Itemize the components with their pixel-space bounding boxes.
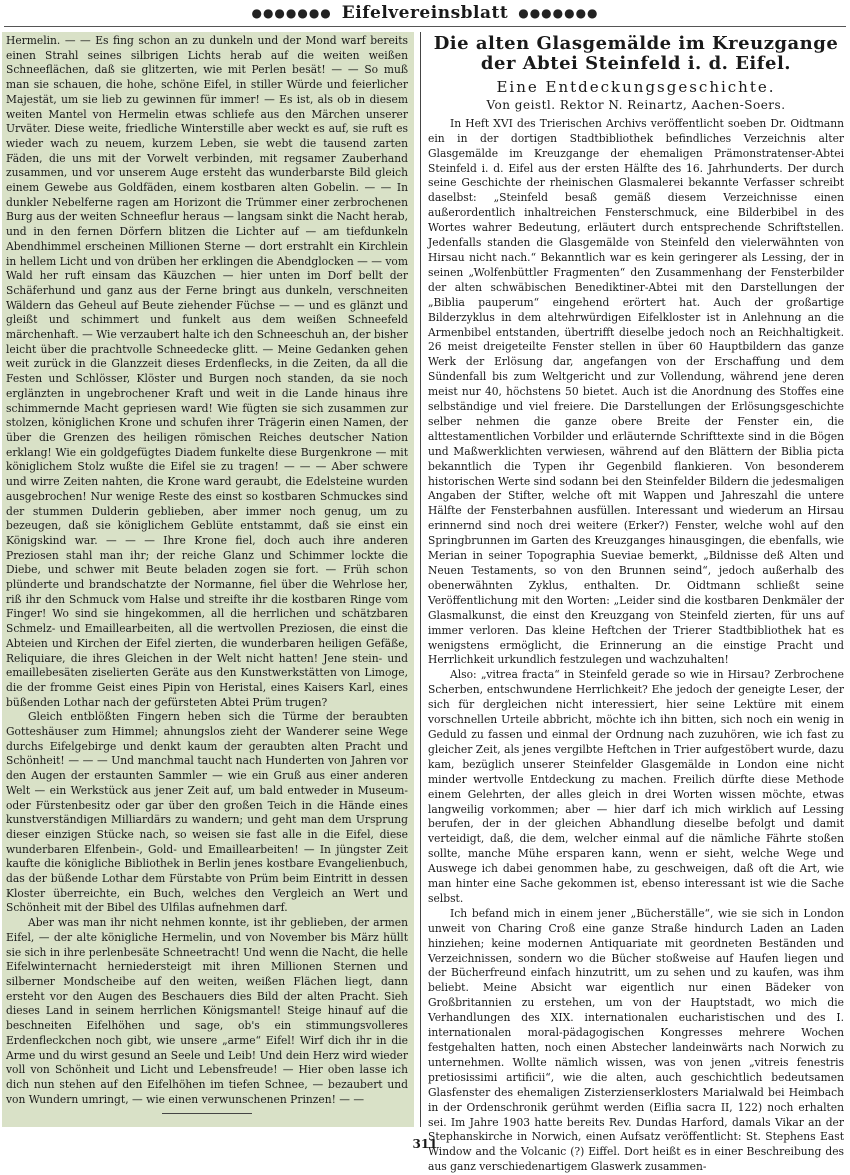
masthead-bar [0, 0, 850, 26]
article-title: Die alten Glasgemälde im Kreuzgange der Abtei Steinfeld i. d. Eifel. [433, 33, 839, 74]
left-column [2, 32, 414, 1127]
column-divider [420, 32, 421, 1127]
page-number: 311 [412, 1137, 438, 1151]
article-subtitle: Eine Entdeckungsgeschichte. [496, 78, 776, 96]
left-paragraph-3: Aber was man ihr nicht nehmen konnte, ist ihr geblieben, der armen Eifel, — der alte königliche Hermelin, und von November bis März hüllt sie sich in ihre perlenbesäte Schneetracht! Und wenn die Nacht, die helle Eifelwinternacht herniedersteigt mit ihren Millionen Sternen und silberner Mondscheibe auf den weiten, weißen Flächen liegt, dann ersteht vor den Augen des Beschauers dies Bild der alten Pracht. Sieh dieses Land in seinem herrlichen Königsmantel! Steige hinauf auf die beschneiten Eifelhöhen und sage, ob's ein stimmungsvolleres Erdenfleckchen noch gibt, wie unsere „arme“ Eifel! Wirf dich ihr in die Arme und du wirst gesund an Seele und Leib! Und dein Herz wird wieder voll von Schönheit und Licht und Lebensfreude! — Hier oben lasse ich dich nun stehen auf den Eifelhöhen im tiefen Schnee, — bezaubert und von Wundern umringt, — wie einen verwunschenen Prinzen! — — [6, 916, 408, 1106]
ornament-left: ●●●●●●● [251, 6, 332, 20]
right-paragraph-1: In Heft XVI des Trierischen Archivs veröffentlicht soeben Dr. Oidtmann ein in der dortigen Stadtbibliothek befindliches Verzeichnis alter Glasgemälde im Kreuzgange der ehemaligen Prämonstratenser-Abtei Steinfeld i. d. Eifel aus der ersten Hälfte des 16. Jahrhunderts. Der durch seine Geschichte der rheinischen Glasmalerei bekannte Verfasser schreibt daselbst: „Steinfeld besaß gemäß diesem Verzeichnisse einen außerordentlich inhaltreichen Fensterschmuck, eine Bilderbibel in des Wortes wahrer Bedeutung, erläutert durch entsprechende Schriftstellen. Jedenfalls standen die Glasgemälde von Steinfeld den vielerwähnten von Hirsau nicht nach.“ Bekanntlich war es kein geringerer als Lessing, der in seinen „Wolfenbüttler Fragmenten“ den Zusammenhang der Fensterbilder der alten schwäbischen Benediktiner-Abtei mit den Darstellungen der „Biblia pauperum“ eingehend erörtert hat. Auch der großartige Bilderzyklus in dem altehrwürdigen Eifelkloster ist in Anlehnung an die Armenbibel entstanden, übertrifft dieselbe jedoch noch an Reichhaltigkeit. 26 meist dreigeteilte Fenster stellen in über 60 Hauptbildern das ganze Werk der Erlösung dar, angefangen von der Erschaffung und dem Sündenfall bis zum Weltgericht und zur Vollendung, während jene deren meist nur 40, höchstens 50 bietet. Auch ist die Anordnung des Stoffes eine selbständige und viel freiere. Die Darstellungen der Erlösungsgeschichte selber nehmen die ganze obere Breite der Fenster ein, die alttestamentlichen Vorbilder und erläuternde Schrifttexte sind in die Bögen und Maßwerklichten verwiesen, während auf den Blättern der Biblia picta bekanntlich die Typen ihr Gegenbild flankieren. Von besonderem historischen Werte sind sodann bei den Steinfelder Bildern die jedesmaligen Angaben der Stifter, welche oft mit Wappen und Jahreszahl die untere Hälfte der Fensterbahnen ausfüllen. Interessant und wiederum an Hirsau erinnernd sind noch drei weitere (Erker?) Fenster, welche wohl auf den Springbrunnen im Garten des Kreuzganges hinausgingen, die ebenfalls, wie Merian in seiner Topographia Sueviae bemerkt, „Bildnisse deß Alten und Neuen Testaments, so von den Brunnen seind“, jedoch außerhalb des obenerwähnten Zyklus, enthalten. Dr. Oidtmann schließt seine Veröffentlichung mit den Worten: „Leider sind die kostbaren Denkmäler der Glasmalkunst, die einst den Kreuzgang von Steinfeld zierten, für uns auf immer verloren. Das kleine Heftchen der Trierer Stadtbibliothek hat es wenigstens ermöglicht, die Erinnerung an die einstige Pracht und Herrlichkeit urkundlich festzulegen und wachzuhalten! [428, 116, 844, 667]
end-rule [162, 1113, 252, 1114]
header-rule [4, 26, 846, 27]
left-paragraph-2: Gleich entblößten Fingern heben sich die Türme der beraubten Gotteshäuser zum Himmel; ahnungslos zieht der Wanderer seine Wege durchs Eifelgebirge und denkt kaum der geraubten alten Pracht und Schönheit! — — — Und manchmal taucht nach Hunderten von Jahren vor den Augen der erstaunten Sammler — wie ein Gruß aus einer anderen Welt — ein Werkstück aus jener Zeit auf, um bald entweder in Museum- oder Fürstenbesitz oder gar über den großen Teich in die Hände eines kunstverständigen Milliardärs zu wandern; und geht man dem Ursprung dieser einzigen Stücke nach, so weisen sie fast alle in die Eifel, diese wunderbaren Elfenbein-, Gold- und Emaillearbeiten! — In jüngster Zeit kaufte die königliche Bibliothek in Berlin jenes kostbare Evangelienbuch, das der büßende Lothar dem Fürstabte von Prüm beim Eintritt in dessen Kloster überreichte, ein Buch, welches den Vergleich an Wert und Schönheit mit der Bibel des Ulfilas aufnehmen darf. [6, 710, 408, 915]
ornament-right: ●●●●●●● [518, 6, 599, 20]
right-paragraph-3: Ich befand mich in einem jener „Bücherställe“, wie sie sich in London unweit von Charing Croß eine ganze Straße hindurch Laden an Laden hinziehen; keine modernen Antiquariate mit geordneten Beständen und Verzeichnissen, sondern wo die Bücher stoßweise auf Haufen liegen und der Bücherfreund einfach hinzutritt, um zu sehen und zu kaufen, was ihm beliebt. Meine Absicht war eigentlich nur einen Bädeker von Großbritannien zu erstehen, um von der Hauptstadt, wo mich die Verhandlungen des XIX. internationalen eucharistischen und des I. internationalen moral-pädagogischen Kongresses mehrere Wochen festgehalten hatten, noch einen Abstecher landeinwärts nach Norwich zu unternehmen. Wollte nämlich wissen, was von jenen „vitreis fenestris pretiosissimi artificii“, wie die alten, auch geschichtlich bedeutsamen Glasfenster des ehemaligen Zisterzienserklosters Marialwald bei Heimbach in der Ordenschronik gerühmt werden (Eiflia sacra II, 122) noch erhalten sei. Im Jahre 1903 hatte bereits Rev. Dundas Harford, damals Vikar an der Stephanskirche in Norwich, einen Aufsatz veröffentlicht: St. Stephens East Window and the Volcanic (?) Eiffel. Dort heißt es in einer Beschreibung des aus ganz verschiedenartigem Glaswerk zusammen- [428, 906, 844, 1174]
right-paragraph-2: Also: „vitrea fracta“ in Steinfeld gerade so wie in Hirsau? Zerbrochene Scherben, entschwundene Herrlichkeit? Ehe jedoch der geneigte Leser, der sich für dergleichen nicht interessiert, hier seine Lektüre mit einem vorschnellen Urteile abbricht, möchte ich ihn bitten, sich noch ein wenig in Geduld zu fassen und einmal der Ordnung nach zuzuhören, wie ich fast zu gleicher Zeit, als jenes vergilbte Heftchen in Trier aufgestöbert wurde, dazu kam, bezüglich unserer Steinfelder Glasgemälde in London eine nicht minder wertvolle Entdeckung zu machen. Freilich dürfte diese Methode einem Gelehrten, der alles gleich in drei Worten wissen möchte, etwas langweilig vorkommen; aber — hier darf ich mich wirklich auf Lessing berufen, der in der gleichen Abhandlung dieselbe befolgt und damit verteidigt, daß, die dem, welcher einmal auf die nämliche Fährte stoßen sollte, manche Mühe ersparen kann, wenn er sieht, welche Wege und Auswege ich dabei genommen habe, zu geschweigen, daß oft die Art, wie man hinter eine Sache gekommen ist, ebenso interessant ist wie die Sache selbst. [428, 668, 844, 905]
masthead-title: Eifelvereinsblatt [341, 3, 509, 23]
left-paragraph-1: Hermelin. — — Es fing schon an zu dunkeln und der Mond warf bereits einen Strahl seines silbrigen Lichts herab auf die weiten weißen Schneeflächen, daß sie glitzerten, wie mit Perlen besät! — — So muß man sie schauen, die hohe, schöne Eifel, in stiller Würde und feierlicher Majestät, um sie lieb zu gewinnen für immer! — Es ist, als ob in diesem weiten Mantel von Hermelin etwas schliefe aus den Märchen unserer Urväter. Diese weite, friedliche Winterstille aber weckt es auf, sie ruft es wieder wach zu neuem, kurzem Leben, sie webt die tausend zarten Fäden, die uns mit der Vorwelt verbinden, mit regsamer Zauberhand zusammen, und vor unserem Auge ersteht das wunderbarste Bild gleich einem Gewebe aus Goldfäden, einem kostbaren alten Gobelin. — — In dunkler Nebelferne ragen am Horizont die Trümmer einer zerbrochenen Burg aus der weiten Schneeflur heraus — langsam sinkt die Nacht herab, und in den fernen Dörfern blitzen die Lichter auf — am tiefdunkeln Abendhimmel erscheinen Millionen Sterne — dort erstrahlt ein Kirchlein in hellem Licht und von drüben her erklingen die Abendglocken — — vom Wald her ruft einsam das Käuzchen — hier unten im Dorf bellt der Schäferhund und ganz aus der Ferne bringt aus dunkeln, verschneiten Wäldern das Geheul auf Beute ziehender Füchse — — und es glänzt und gleißt und schimmert und funkelt aus dem weißen Schneefeld märchenhaft. — Wie verzaubert halte ich den Schneeschuh an, der bisher leicht über die prachtvolle Schneedecke glitt. — Meine Gedanken gehen weit zurück in die Glanzzeit dieses Erdenflecks, in die Zeiten, da all die Festen und Schlösser, Klöster und Burgen noch standen, da sie noch erglänzten in ungebrochener Kraft und weit in die Lande hinaus ihre schimmernde Macht gepriesen ward! Wie fügten sie sich zusammen zur stolzen, königlichen Krone und schufen ihrer Trägerin einen Namen, der über die Grenzen des heiligen römischen Reiches deutscher Nation erklang! Wie ein goldgefügtes Diadem funkelte diese Burgenkrone — mit königlichem Stolz wußte die Eifel sie zu tragen! — — — Aber schwere und wirre Zeiten nahten, die Krone ward geraubt, die Edelsteine wurden ausgebrochen! Nur wenige Reste des einst so kostbaren Schmuckes sind der stummen Dulderin geblieben, aber immer noch genug, um zu bezeugen, daß sie königlichem Geblüte entstammt, daß sie einst ein Königskind war. — — — Ihre Krone fiel, doch auch ihre anderen Preziosen stahl man ihr; der reiche Glanz und Schimmer lockte die Diebe, und schwer mit Beute beladen zogen sie fort. — Früh schon plünderte und brandschatzte der Normanne, fiel über die Wehrlose her, riß ihr den Schmuck vom Halse und streifte ihr die kostbaren Ringe vom Finger! Wo sind sie hingekommen, all die herrlichen und schätzbaren Schmelz- und Emaillearbeiten, all die wertvollen Preziosen, die einst die Abteien und Kirchen der Eifel zierten, die wunderbaren heiligen Gefäße, Reliquiare, die ihres Gleichen in der Welt nicht hatten! Jene stein- und emaillebesäten ziselierten Geräte aus den Kunstwerkstätten von Limoge, die der fromme Geist eines Pipin von Heristal, eines Kaisers Karl, eines büßenden Lothar nach der gefürsteten Abtei Prüm trugen? [6, 34, 408, 709]
article-byline: Von geistl. Rektor N. Reinartz, Aachen-Soers. [486, 97, 786, 112]
